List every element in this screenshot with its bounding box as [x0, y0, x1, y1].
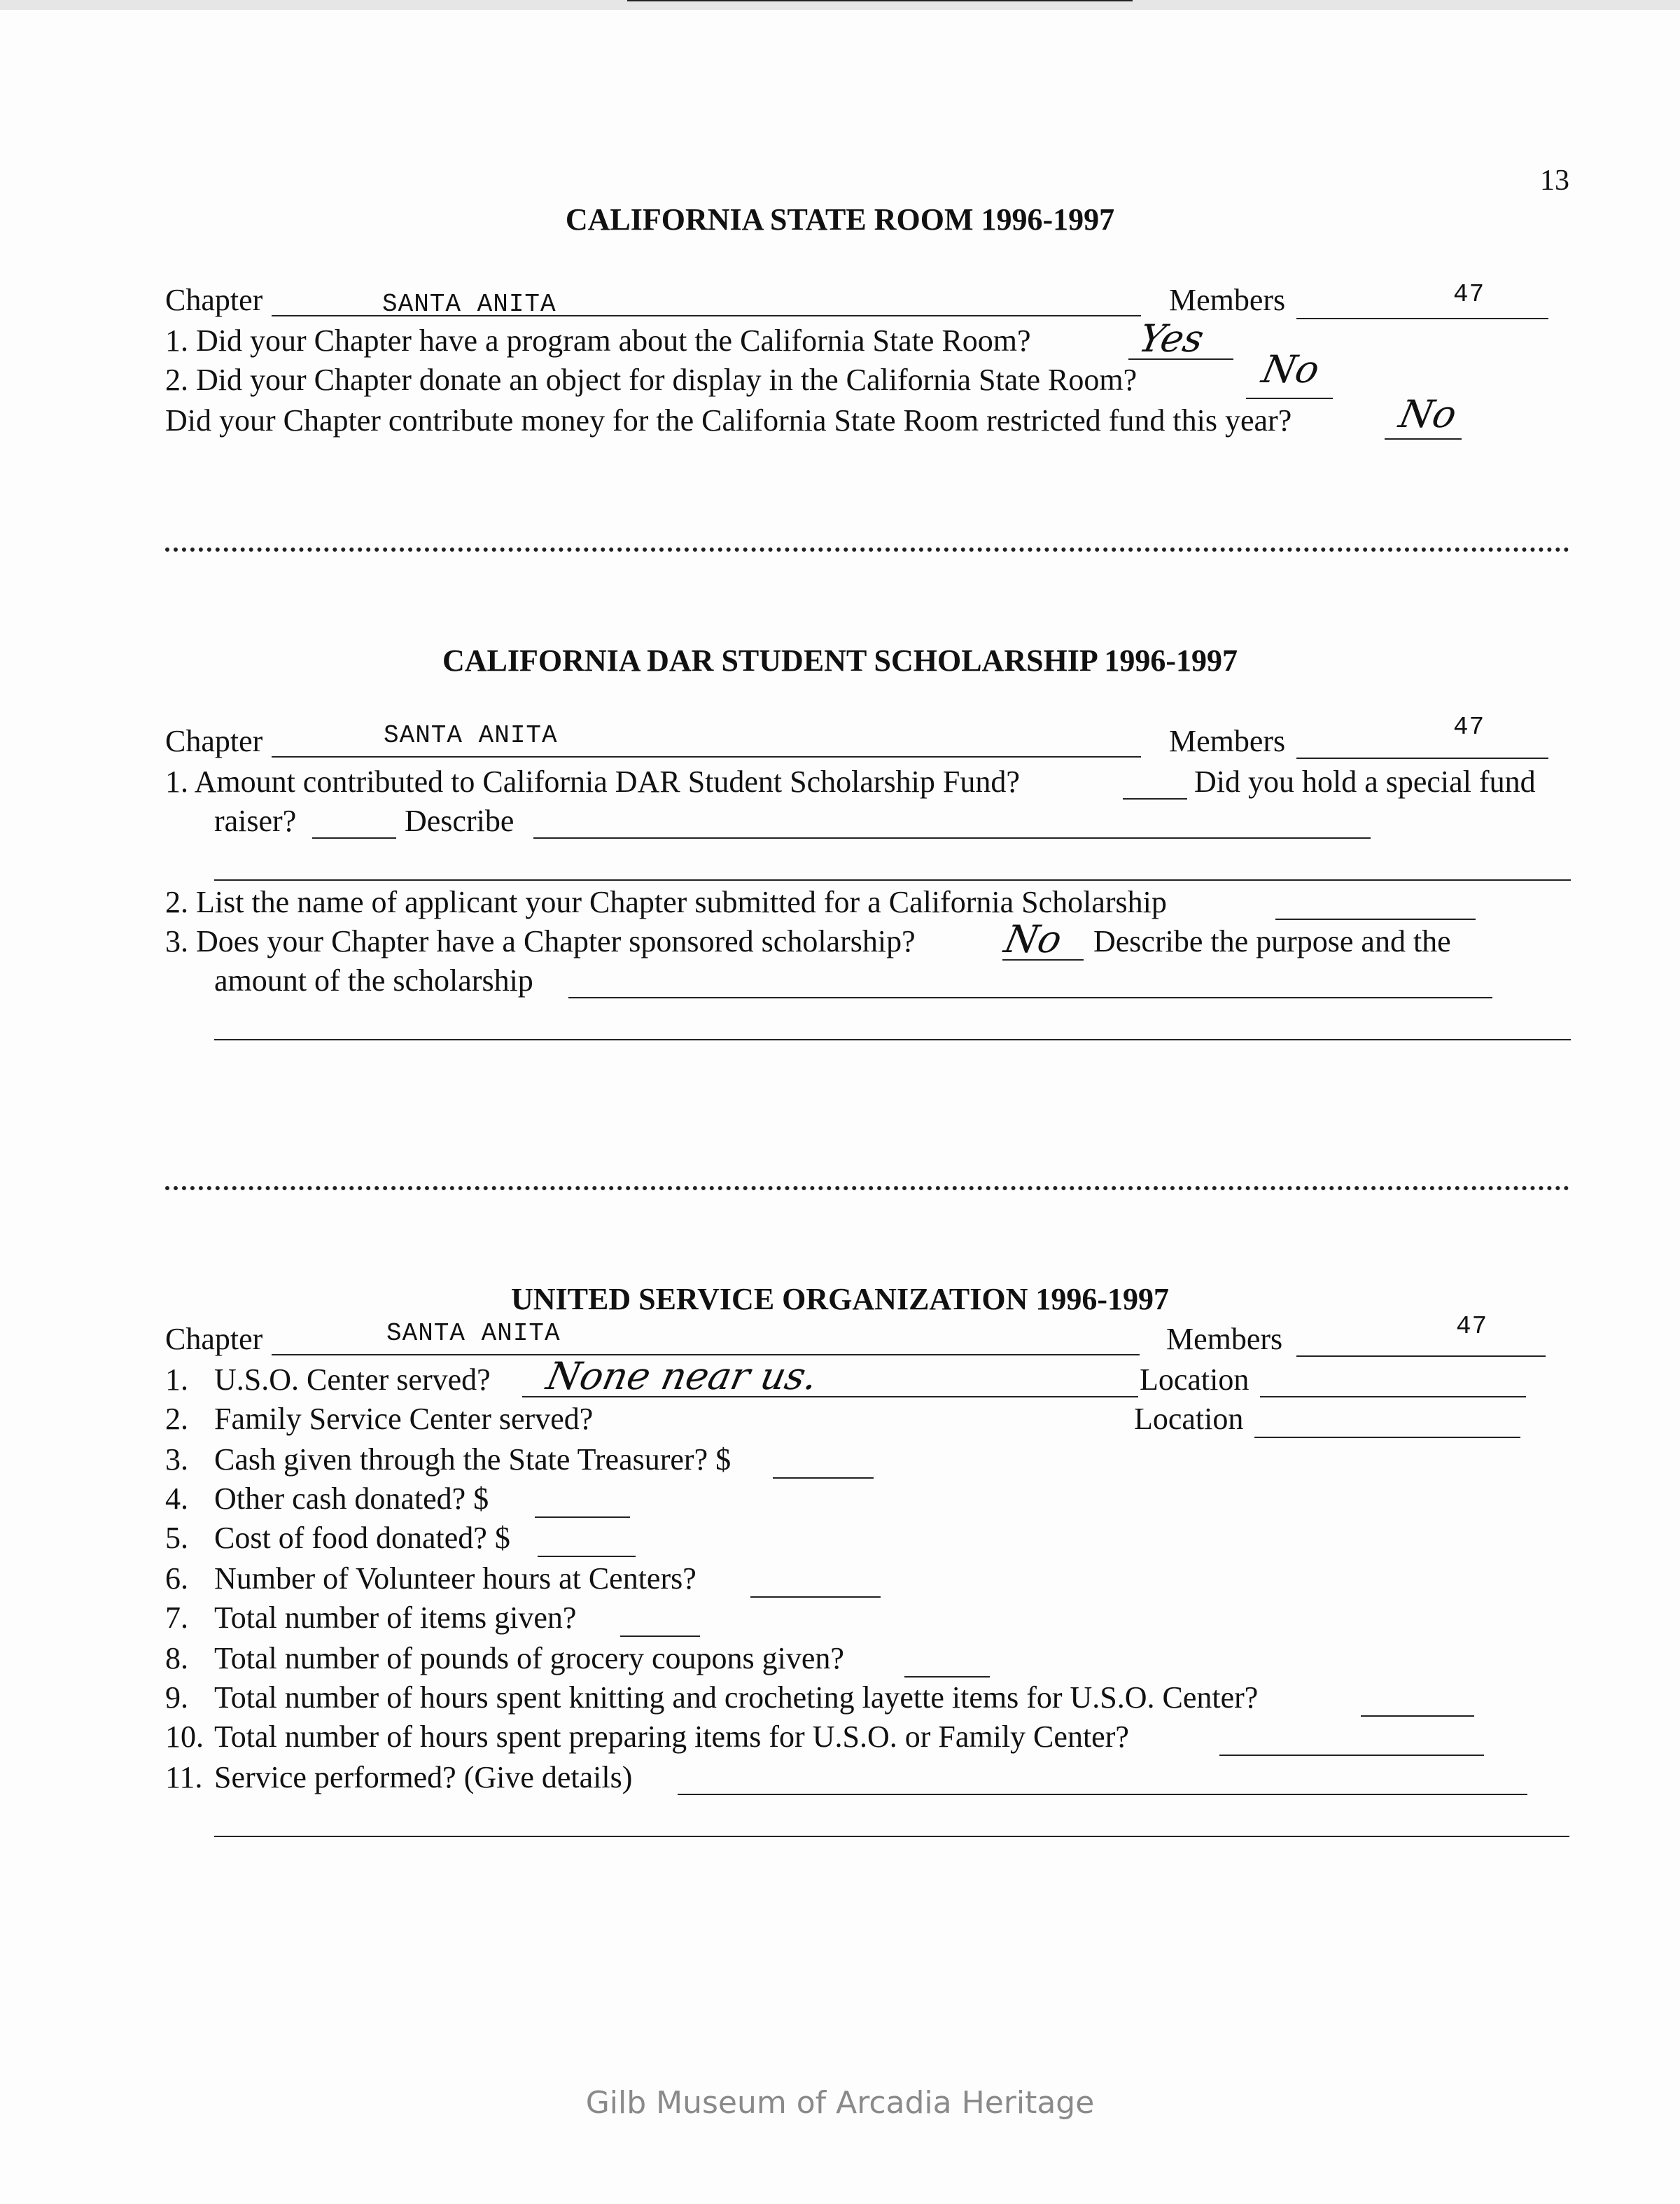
answer-underline	[773, 1477, 874, 1479]
section-title-state-room: CALIFORNIA STATE ROOM 1996-1997	[565, 202, 1115, 237]
section-title-scholarship: CALIFORNIA DAR STUDENT SCHOLARSHIP 1996-1997	[442, 643, 1238, 678]
answer-underline	[904, 1676, 990, 1678]
answer-underline	[1254, 1437, 1520, 1438]
answer-underline	[1123, 798, 1187, 800]
uso-item: 2. Family Service Center served?	[165, 1402, 594, 1436]
uso-item: 8. Total number of pounds of grocery coupons given?	[165, 1641, 844, 1675]
answer-underline	[627, 0, 1133, 1]
handwritten-answer: No	[1258, 347, 1324, 391]
uso-item: 6. Number of Volunteer hours at Centers?	[165, 1561, 696, 1596]
location-label: Location	[1140, 1362, 1250, 1397]
chapter-value: SANTA ANITA	[386, 1319, 561, 1348]
chapter-value: SANTA ANITA	[382, 290, 556, 319]
uso-item: 10. Total number of hours spent preparing items for U.S.O. or Family Center?	[165, 1720, 1129, 1754]
handwritten-answer: Yes	[1135, 316, 1208, 361]
answer-underline	[312, 837, 396, 839]
answer-underline	[214, 1836, 1569, 1837]
answer-underline	[1246, 398, 1333, 399]
answer-underline	[533, 837, 1371, 839]
section-title-uso: UNITED SERVICE ORGANIZATION 1996-1997	[510, 1282, 1170, 1316]
uso-item: 4. Other cash donated? $	[165, 1481, 489, 1516]
answer-underline	[535, 1516, 630, 1518]
members-value: 47	[1456, 1312, 1488, 1341]
question-2: 2. Did your Chapter donate an object for display in the California State Room?	[165, 363, 1138, 397]
page-number: 13	[1540, 165, 1569, 197]
handwritten-answer: No	[1000, 917, 1066, 961]
members-value: 47	[1453, 280, 1485, 309]
handwritten-answer: No	[1395, 392, 1461, 436]
uso-item: 9. Total number of hours spent knitting and crocheting layette items for U.S.O. Center?	[165, 1680, 1259, 1715]
members-underline	[1296, 758, 1548, 759]
question-1: 1. Did your Chapter have a program about the California State Room?	[165, 323, 1031, 358]
uso-item: 7. Total number of items given?	[165, 1600, 577, 1635]
handwritten-answer: None near us.	[542, 1354, 822, 1398]
uso-item: 3. Cash given through the State Treasurer? $	[165, 1442, 732, 1477]
dotted-divider	[165, 547, 1569, 552]
location-label: Location	[1134, 1402, 1244, 1436]
chapter-label: Chapter	[165, 283, 263, 317]
answer-underline	[1361, 1715, 1474, 1717]
answer-underline	[620, 1635, 700, 1637]
question-2: 2. List the name of applicant your Chapter submitted for a California Scholarship	[165, 885, 1167, 919]
chapter-underline	[272, 756, 1141, 758]
question-3b: Describe the purpose and the	[1093, 924, 1451, 958]
question-1c: raiser?	[214, 804, 297, 838]
answer-underline	[1260, 1396, 1526, 1397]
question-1a: 1. Amount contributed to California DAR Student Scholarship Fund?	[165, 765, 1020, 799]
members-label: Members	[1169, 724, 1286, 758]
answer-underline	[750, 1596, 881, 1598]
answer-underline	[678, 1794, 1527, 1795]
chapter-label: Chapter	[165, 724, 263, 758]
uso-item: 11. Service performed? (Give details)	[165, 1760, 633, 1794]
members-value: 47	[1453, 713, 1485, 741]
footer-watermark: Gilb Museum of Arcadia Heritage	[585, 2085, 1095, 2121]
answer-underline	[214, 879, 1571, 881]
uso-item: 5. Cost of food donated? $	[165, 1521, 510, 1555]
members-label: Members	[1169, 283, 1286, 317]
question-1d: Describe	[405, 804, 514, 838]
answer-underline	[538, 1556, 636, 1557]
answer-underline	[1275, 919, 1476, 920]
chapter-value: SANTA ANITA	[384, 721, 558, 750]
scan-edge	[0, 0, 1680, 10]
answer-underline	[1385, 438, 1462, 440]
question-1b: Did you hold a special fund	[1194, 765, 1536, 799]
question-3: Did your Chapter contribute money for the California State Room restricted fund this year?	[165, 403, 1292, 438]
answer-underline	[1219, 1755, 1484, 1756]
members-underline	[1296, 1355, 1546, 1357]
answer-underline	[214, 1039, 1571, 1040]
chapter-label: Chapter	[165, 1322, 263, 1356]
answer-underline	[568, 997, 1492, 998]
uso-item: 1. U.S.O. Center served?	[165, 1362, 491, 1397]
question-3c: amount of the scholarship	[214, 963, 533, 998]
members-underline	[1296, 318, 1548, 319]
dotted-divider	[165, 1186, 1569, 1190]
members-label: Members	[1166, 1322, 1283, 1356]
question-3a: 3. Does your Chapter have a Chapter sponsored scholarship?	[165, 924, 916, 958]
